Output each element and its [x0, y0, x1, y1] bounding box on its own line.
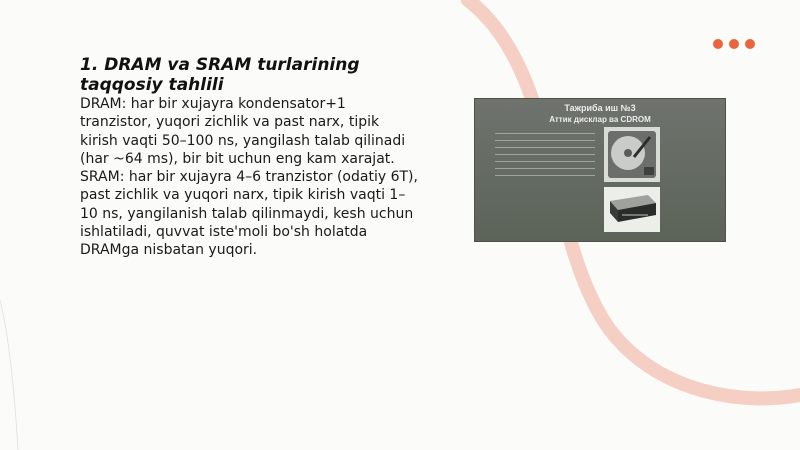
slide-image — [475, 99, 725, 241]
hard-disk-drive-icon — [604, 127, 660, 182]
image-heading: Тажриба иш №3 — [564, 103, 636, 113]
decorative-left-curve — [0, 300, 18, 450]
cdrom-drive-icon — [604, 187, 660, 232]
image-text-lines — [495, 133, 595, 182]
dot — [729, 39, 739, 49]
dot — [745, 39, 755, 49]
slide-title: 1. DRAM va SRAM turlarining taqqosiy tahlili — [80, 55, 360, 95]
image-subheading: Аттик дисклар ва CDROM — [549, 115, 651, 124]
slide-body-text: DRAM: har bir xujayra kondensator+1 tranzistor, yuqori zichlik va past narx, tipik kirish vaqti 50–100 ns, yangilash talab qilinadi (har ~64 ms), bir bit uchun eng kam xarajat. SRAM: har bir xujayra 4–6 tranzistor (odatiy 6T), past zichlik va yuqori narx, tipik kirish vaqti 1–10 ns, yangilanish talab qilinmaydi, kesh uchun ishlatiladi, quvvat iste'moli bo'sh holatda DRAMga nisbatan yuqori. — [80, 96, 418, 259]
more-dots-icon — [713, 39, 755, 49]
dot — [713, 39, 723, 49]
